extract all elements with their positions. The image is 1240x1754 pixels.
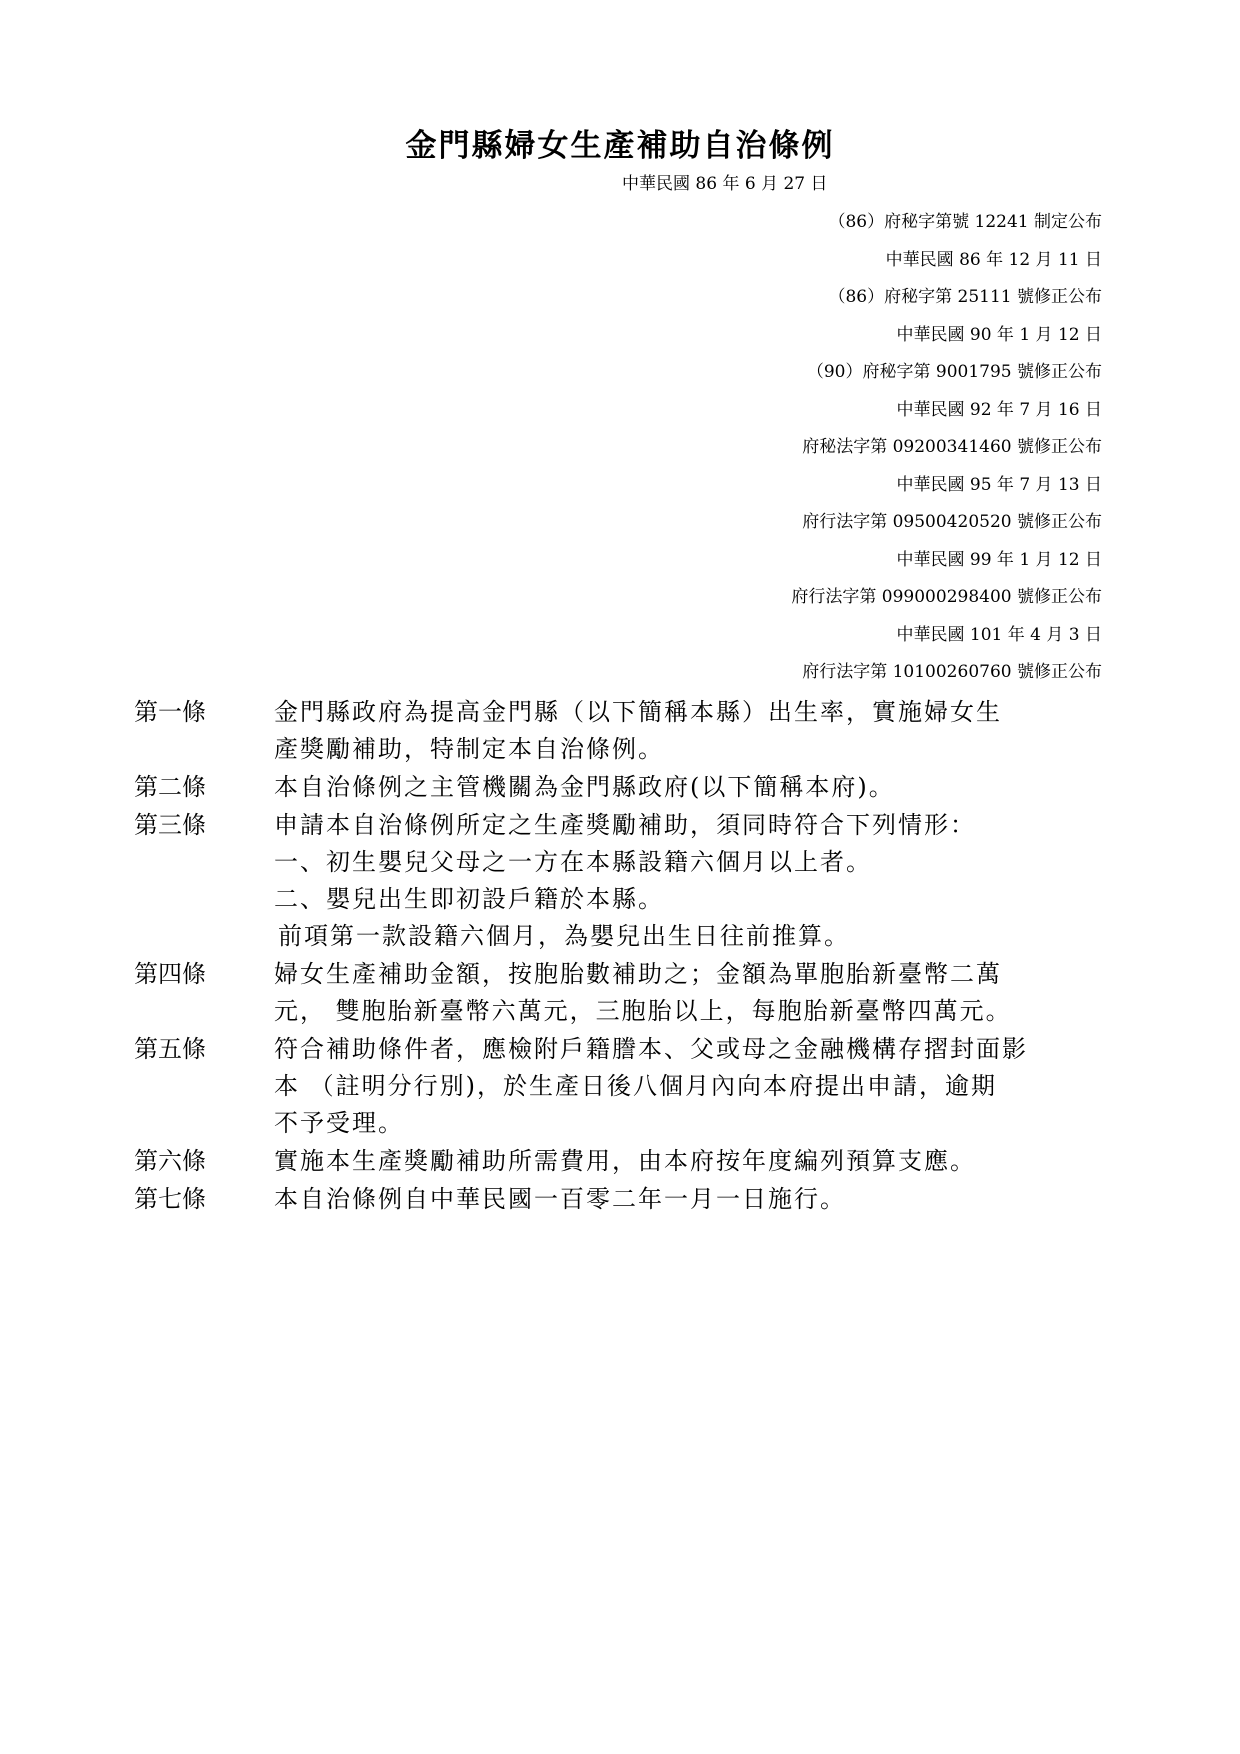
enactment-date: 中華民國 86 年 6 月 27 日 xyxy=(622,174,828,194)
article-label: 第六條 xyxy=(134,1147,206,1175)
article-body xyxy=(274,807,1114,955)
article-3 xyxy=(134,807,1114,955)
history-entry: 中華民國 101 年 4 月 3 日 xyxy=(896,624,1102,645)
article-line: 實施本生產獎勵補助所需費用，由本府按年度編列預算支應。 xyxy=(274,1147,976,1175)
article-6 xyxy=(134,1143,1114,1180)
history-entry: 府行法字第 10100260760 號修正公布 xyxy=(802,662,1102,682)
article-line: 二、嬰兒出生即初設戶籍於本縣。 xyxy=(274,885,664,913)
article-body xyxy=(274,694,1114,768)
article-label: 第一條 xyxy=(134,698,206,726)
article-label: 第七條 xyxy=(134,1185,206,1213)
article-4 xyxy=(134,956,1114,1030)
article-2 xyxy=(134,769,1114,806)
article-body xyxy=(274,1181,1114,1218)
history-entry: （86）府秘字第號 12241 制定公布 xyxy=(828,212,1102,232)
article-label: 第二條 xyxy=(134,773,206,801)
amendment-history xyxy=(791,210,1102,698)
article-5 xyxy=(134,1031,1114,1142)
article-line: 本自治條例自中華民國一百零二年一月一日施行。 xyxy=(274,1185,846,1213)
history-entry: （90）府秘字第 9001795 號修正公布 xyxy=(806,362,1102,382)
history-entry: 中華民國 92 年 7 月 16 日 xyxy=(896,399,1102,420)
article-label: 第四條 xyxy=(134,960,206,988)
articles-section xyxy=(134,694,1114,1219)
article-line: 本自治條例之主管機關為金門縣政府(以下簡稱本府)。 xyxy=(274,773,895,801)
article-line: 金門縣政府為提高金門縣（以下簡稱本縣）出生率，實施婦女生 xyxy=(274,698,1002,726)
history-entry: （86）府秘字第 25111 號修正公布 xyxy=(828,287,1102,307)
article-body xyxy=(274,1143,1114,1180)
article-line: 元， 雙胞胎新臺幣六萬元，三胞胎以上，每胞胎新臺幣四萬元。 xyxy=(274,997,1012,1025)
document-title: 金門縣婦女生產補助自治條例 xyxy=(405,128,835,164)
history-entry: 中華民國 95 年 7 月 13 日 xyxy=(896,474,1102,495)
history-entry: 府行法字第 099000298400 號修正公布 xyxy=(791,587,1102,607)
article-line: 一、初生嬰兒父母之一方在本縣設籍六個月以上者。 xyxy=(274,848,872,876)
history-entry: 中華民國 90 年 1 月 12 日 xyxy=(896,324,1102,345)
history-entry: 府行法字第 09500420520 號修正公布 xyxy=(802,512,1102,532)
article-7 xyxy=(134,1181,1114,1218)
article-body xyxy=(274,956,1114,1030)
article-body xyxy=(274,1031,1114,1142)
history-entry: 中華民國 99 年 1 月 12 日 xyxy=(896,549,1102,570)
article-line: 前項第一款設籍六個月，為嬰兒出生日往前推算。 xyxy=(278,922,850,950)
article-line: 不予受理。 xyxy=(274,1109,404,1137)
article-1 xyxy=(134,694,1114,768)
article-line: 產獎勵補助，特制定本自治條例。 xyxy=(274,735,664,763)
history-entry: 府秘法字第 09200341460 號修正公布 xyxy=(802,437,1102,457)
article-label: 第三條 xyxy=(134,811,206,839)
article-line: 符合補助條件者，應檢附戶籍謄本、父或母之金融機構存摺封面影 xyxy=(274,1035,1028,1063)
article-label: 第五條 xyxy=(134,1035,206,1063)
history-entry: 中華民國 86 年 12 月 11 日 xyxy=(885,249,1102,270)
article-line: 本 （註明分行別)，於生產日後八個月內向本府提出申請，逾期 xyxy=(274,1072,997,1100)
article-line: 婦女生產補助金額，按胞胎數補助之；金額為單胞胎新臺幣二萬 xyxy=(274,960,1002,988)
article-line: 申請本自治條例所定之生產獎勵補助，須同時符合下列情形： xyxy=(274,811,976,839)
article-body xyxy=(274,769,1114,806)
